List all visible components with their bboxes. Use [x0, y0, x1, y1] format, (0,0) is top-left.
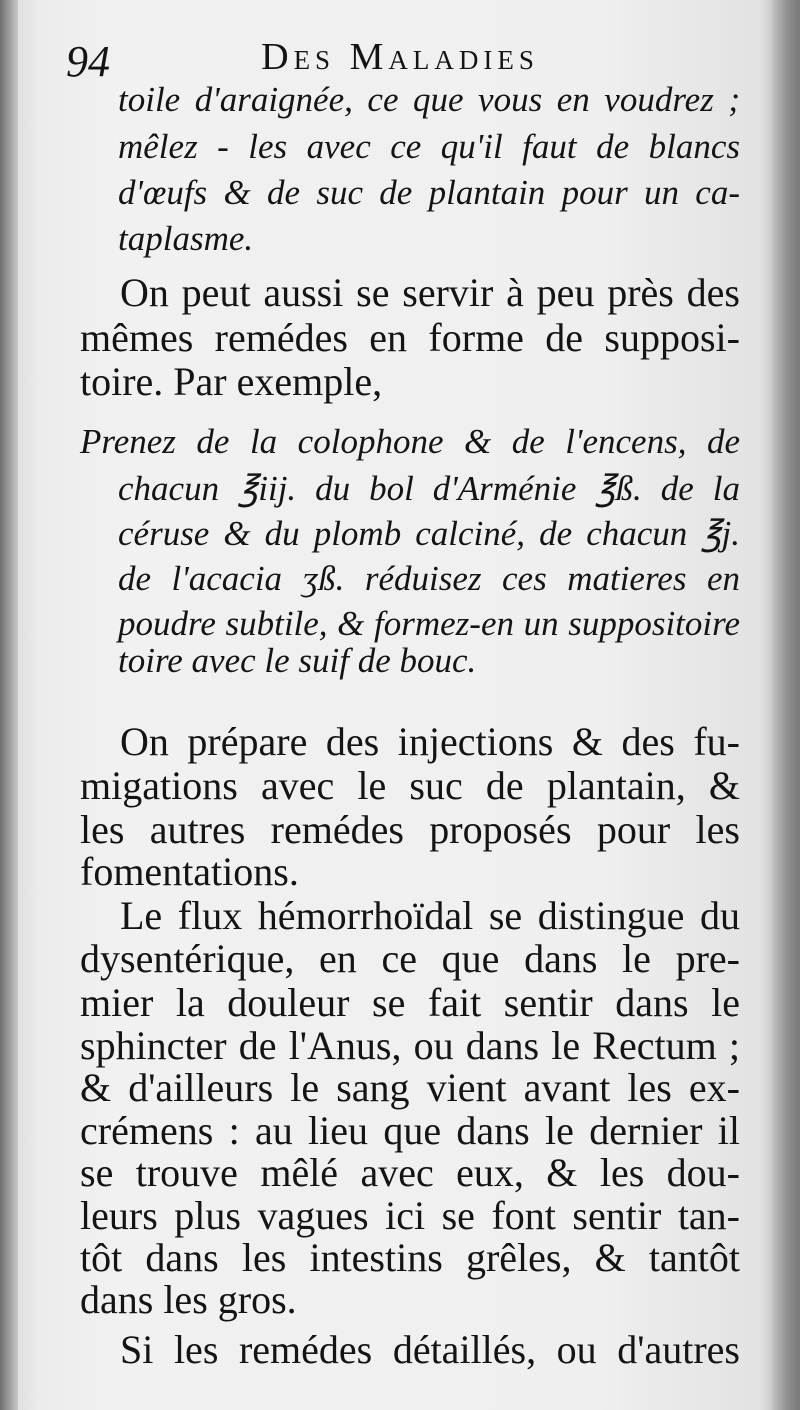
text-line: mêmes remédes en forme de supposi- — [80, 315, 740, 360]
text-line: mêlez - les avec ce qu'il faut de blancs — [118, 127, 740, 166]
text-line: tôt dans les intestins grêles, & tantôt — [80, 1235, 740, 1280]
text-line: On prépare des injections & des fu- — [120, 719, 740, 764]
text-line: céruse & du plomb calciné, de chacun ℥j. — [118, 514, 740, 553]
page-number: 94 — [66, 37, 110, 86]
text-line: toile d'araignée, ce que vous en voudrez ; — [118, 80, 740, 119]
text-line: Prenez de la colophone & de l'encens, de — [80, 422, 740, 461]
running-head: Des Maladies — [261, 36, 539, 78]
page-edge-shadow — [770, 0, 800, 1410]
text-line: fomentations. — [80, 849, 299, 894]
text-line: Le flux hémorrhoïdal se distingue du — [120, 893, 740, 938]
text-line: mier la douleur se fait sentir dans le — [80, 980, 740, 1025]
text-line: & d'ailleurs le sang vient avant les ex- — [80, 1065, 740, 1110]
text-line: dysentérique, en ce que dans le pre- — [80, 936, 740, 981]
text-line: d'œufs & de suc de plantain pour un ca- — [118, 173, 740, 212]
text-line: se trouve mêlé avec eux, & les dou- — [80, 1150, 740, 1195]
text-line: chacun ℥iij. du bol d'Arménie ℥ß. de la — [118, 469, 740, 508]
page-gutter-shadow — [0, 0, 18, 1410]
text-line: toire. Par exemple, — [80, 359, 383, 404]
text-line: crémens : au lieu que dans le dernier il — [80, 1108, 740, 1153]
text-line: migations avec le suc de plantain, & — [80, 763, 740, 808]
text-line: de l'acacia ʒß. réduisez ces matieres en — [118, 559, 740, 598]
text-line: Si les remédes détaillés, ou d'autres — [120, 1327, 740, 1372]
text-line: les autres remédes proposés pour les — [80, 807, 740, 852]
text-line: On peut aussi se servir à peu près des — [120, 270, 740, 315]
text-line: leurs plus vagues ici se font sentir tan- — [80, 1193, 740, 1238]
text-line: sphincter de l'Anus, ou dans le Rectum ; — [80, 1023, 740, 1068]
text-line: toire avec le suif de bouc. — [118, 641, 477, 680]
text-line: dans les gros. — [80, 1277, 297, 1322]
text-line: poudre subtile, & formez-en un suppositoire — [118, 604, 740, 643]
text-line: taplasme. — [118, 219, 254, 258]
